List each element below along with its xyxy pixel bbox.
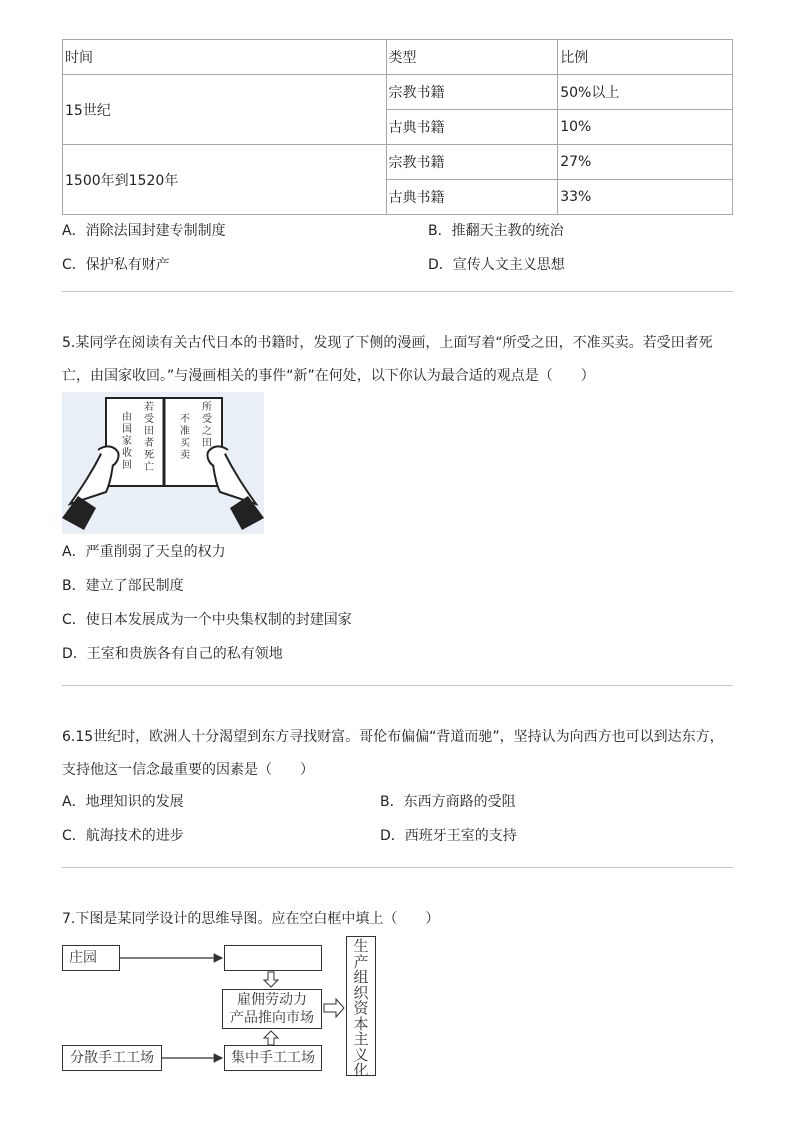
- table-cell-type: 古典书籍: [386, 110, 558, 145]
- divider: [62, 685, 733, 686]
- q5-option-a[interactable]: A．严重削弱了天皇的权力: [62, 544, 226, 560]
- table-row: [63, 145, 733, 180]
- q6-option-a[interactable]: A．地理知识的发展: [62, 794, 184, 810]
- mind-map-text-labor: 雇佣劳动力: [237, 992, 307, 1008]
- table-cell-type: 古典书籍: [386, 180, 558, 215]
- cartoon-text-col2: 不准买卖: [180, 414, 190, 461]
- table-cell-period: 15世纪: [63, 75, 387, 145]
- q6-stem-line1: 6.15世纪时，欧洲人十分渴望到东方寻找财富。哥伦布偏偏“背道而驰”，坚持认为向西方也可以到达东方，: [62, 729, 724, 745]
- q5-option-c[interactable]: C．使日本发展成为一个中央集权制的封建国家: [62, 612, 352, 628]
- cartoon-text-col4: 由国家收回: [122, 412, 132, 471]
- mind-map: [62, 934, 382, 1078]
- data-table: [62, 39, 733, 215]
- mind-map-node-result: 生产组织资本主义化: [346, 936, 376, 1076]
- table-cell-ratio: 10%: [558, 110, 733, 145]
- table-header: 时间: [63, 40, 387, 75]
- divider: [62, 291, 733, 292]
- q4-option-c[interactable]: C．保护私有财产: [62, 257, 170, 273]
- q5-stem-line2: 亡，由国家收回。”与漫画相关的事件“新”在何处，以下你认为最合适的观点是（ ）: [62, 368, 595, 384]
- table-header: 类型: [386, 40, 558, 75]
- q5-stem-line1: 5.某同学在阅读有关古代日本的书籍时，发现了下侧的漫画，上面写着“所受之田，不准买卖。若受田者死: [62, 335, 713, 351]
- cartoon-image: [62, 392, 264, 534]
- q5-option-b[interactable]: B．建立了部民制度: [62, 578, 184, 594]
- q4-option-d[interactable]: D．宣传人文主义思想: [428, 257, 565, 273]
- cartoon-text-col1: 所受之田: [202, 402, 212, 449]
- mind-map-node-centralized: 集中手工工场: [224, 1045, 322, 1071]
- mind-map-node-manor: 庄园: [62, 945, 120, 971]
- table-cell-ratio: 50%以上: [558, 75, 733, 110]
- table-cell-period: 1500年到1520年: [63, 145, 387, 215]
- divider: [62, 867, 733, 868]
- table-header-row: [63, 40, 733, 75]
- table-header: 比例: [558, 40, 733, 75]
- table-cell-ratio: 33%: [558, 180, 733, 215]
- q6-option-c[interactable]: C．航海技术的进步: [62, 828, 184, 844]
- table-row: [63, 75, 733, 110]
- q7-stem: 7.下图是某同学设计的思维导图。应在空白框中填上（ ）: [62, 911, 440, 927]
- q4-option-b[interactable]: B．推翻天主教的统治: [428, 223, 564, 239]
- table-cell-type: 宗教书籍: [386, 145, 558, 180]
- mind-map-node-scattered: 分散手工工场: [62, 1045, 162, 1071]
- table-cell-type: 宗教书籍: [386, 75, 558, 110]
- q6-stem-line2: 支持他这一信念最重要的因素是（ ）: [62, 762, 314, 778]
- q4-option-a[interactable]: A．消除法国封建专制制度: [62, 223, 226, 239]
- q6-option-d[interactable]: D．西班牙王室的支持: [380, 828, 517, 844]
- q5-option-d[interactable]: D．王室和贵族各有自己的私有领地: [62, 646, 283, 662]
- cartoon-drawing: [62, 392, 264, 534]
- table-cell-ratio: 27%: [558, 145, 733, 180]
- cartoon-text-col3: 若受田者死亡: [144, 402, 154, 473]
- mind-map-text-market: 产品推向市场: [230, 1010, 314, 1026]
- q6-option-b[interactable]: B．东西方商路的受阻: [380, 794, 516, 810]
- mind-map-node-labor-market: [222, 989, 322, 1029]
- mind-map-node-blank: [224, 945, 322, 971]
